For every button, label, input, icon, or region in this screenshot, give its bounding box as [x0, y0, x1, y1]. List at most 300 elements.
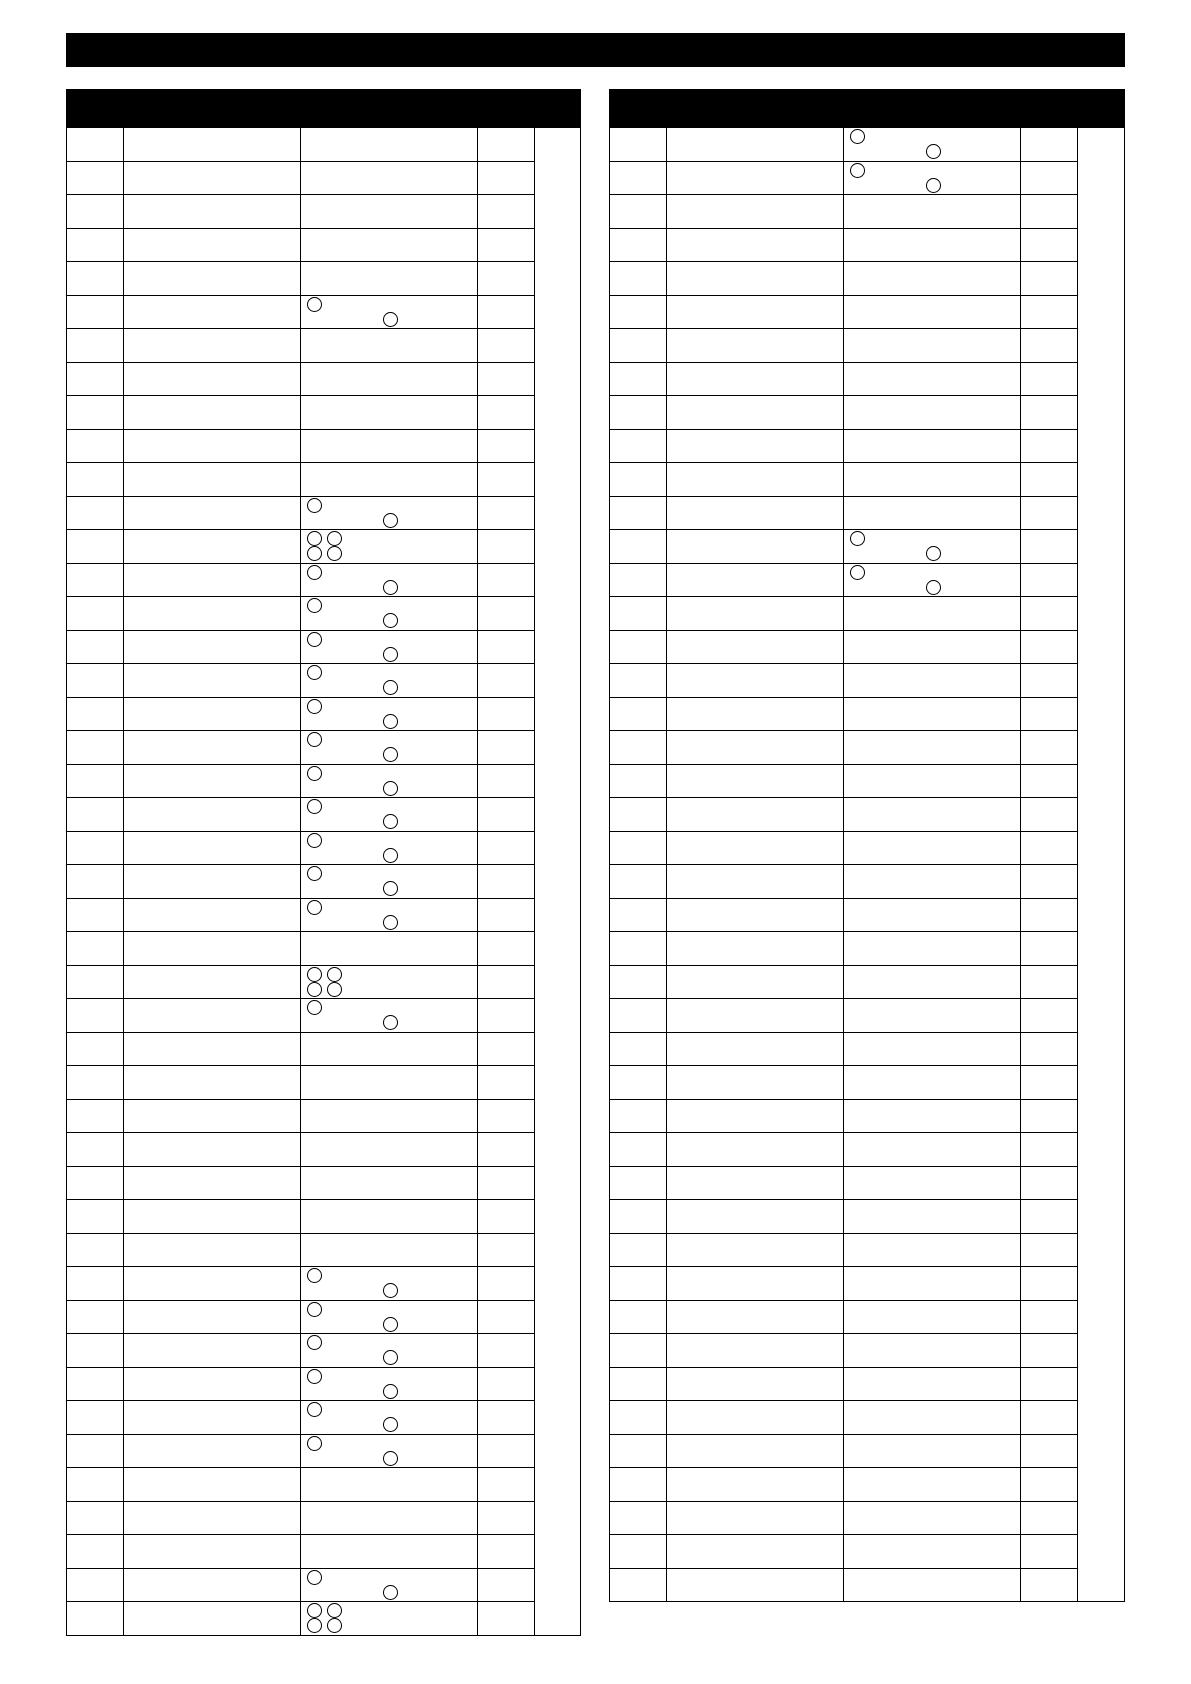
right-cell-col2	[667, 1099, 844, 1133]
left-cell-col3	[301, 1099, 478, 1133]
circle-marker-icon	[383, 1283, 398, 1298]
left-cell-col1	[67, 965, 124, 999]
right-cell-col4	[1021, 530, 1078, 564]
table-row	[610, 597, 1125, 631]
left-cell-col1	[67, 1501, 124, 1535]
table-row	[67, 262, 581, 296]
left-cell-col2	[124, 597, 301, 631]
table-row	[67, 362, 581, 396]
right-cell-col4	[1021, 1568, 1078, 1602]
circle-marker-icon	[850, 163, 865, 178]
left-cell-col2	[124, 1367, 301, 1401]
right-cell-col2	[667, 362, 844, 396]
left-cell-col3	[301, 1401, 478, 1435]
right-cell-col3	[844, 1032, 1021, 1066]
right-cell-col4	[1021, 1501, 1078, 1535]
right-cell-col1	[610, 932, 667, 966]
left-cell-col2	[124, 1434, 301, 1468]
left-cell-col1	[67, 999, 124, 1033]
left-cell-col4	[478, 1233, 535, 1267]
left-cell-col1	[67, 1066, 124, 1100]
left-cell-col4	[478, 161, 535, 195]
left-cell-col3	[301, 932, 478, 966]
circle-marker-icon	[850, 531, 865, 546]
table-row	[67, 463, 581, 497]
table-row	[610, 396, 1125, 430]
circle-marker-icon	[307, 297, 322, 312]
left-cell-col2	[124, 161, 301, 195]
right-cell-col4	[1021, 1133, 1078, 1167]
right-cell-col1	[610, 1367, 667, 1401]
right-cell-col4	[1021, 362, 1078, 396]
circle-marker-icon	[307, 632, 322, 647]
left-cell-col1	[67, 1334, 124, 1368]
left-cell-col1	[67, 1133, 124, 1167]
table-row	[67, 1099, 581, 1133]
left-cell-col1	[67, 161, 124, 195]
right-cell-col3	[844, 1166, 1021, 1200]
left-cell-col2	[124, 563, 301, 597]
right-cell-col2	[667, 1066, 844, 1100]
right-cell-col4	[1021, 1032, 1078, 1066]
circle-marker-icon	[307, 546, 322, 561]
right-header-cell-1	[610, 90, 667, 128]
left-cell-col1	[67, 630, 124, 664]
right-cell-col4	[1021, 1300, 1078, 1334]
left-cell-col2	[124, 764, 301, 798]
right-cell-col4	[1021, 999, 1078, 1033]
left-cell-col4	[478, 597, 535, 631]
right-cell-col4	[1021, 1200, 1078, 1234]
table-row	[610, 195, 1125, 229]
right-cell-col2	[667, 1200, 844, 1234]
circle-marker-icon	[307, 699, 322, 714]
left-cell-col2	[124, 630, 301, 664]
table-row	[610, 965, 1125, 999]
circle-marker-icon	[307, 1268, 322, 1283]
table-row	[610, 530, 1125, 564]
right-cell-col1	[610, 898, 667, 932]
left-cell-col3	[301, 463, 478, 497]
left-cell-col1	[67, 764, 124, 798]
table-row	[610, 932, 1125, 966]
right-cell-col4	[1021, 1434, 1078, 1468]
left-cell-col1	[67, 1233, 124, 1267]
left-cell-col3	[301, 329, 478, 363]
circle-marker-icon	[327, 546, 342, 561]
left-cell-col3	[301, 161, 478, 195]
right-cell-col3	[844, 597, 1021, 631]
left-cell-col2	[124, 999, 301, 1033]
right-cell-col3	[844, 1401, 1021, 1435]
left-cell-col2	[124, 1501, 301, 1535]
right-cell-col2	[667, 1233, 844, 1267]
left-cell-col2	[124, 396, 301, 430]
left-cell-col3	[301, 1468, 478, 1502]
left-cell-col1	[67, 1401, 124, 1435]
left-cell-col2	[124, 932, 301, 966]
table-row	[67, 329, 581, 363]
right-cell-col2	[667, 295, 844, 329]
circle-marker-icon	[383, 1350, 398, 1365]
right-cell-col3	[844, 1367, 1021, 1401]
table-row	[610, 563, 1125, 597]
right-cell-col1	[610, 1166, 667, 1200]
left-cell-col4	[478, 865, 535, 899]
right-cell-col3	[844, 1468, 1021, 1502]
circle-marker-icon	[383, 1317, 398, 1332]
table-row	[67, 731, 581, 765]
table-row	[610, 1434, 1125, 1468]
left-cell-col4	[478, 965, 535, 999]
table-row	[67, 161, 581, 195]
left-cell-col2	[124, 429, 301, 463]
left-cell-col2	[124, 664, 301, 698]
table-row	[67, 1300, 581, 1334]
table-row	[610, 1200, 1125, 1234]
table-row	[67, 1568, 581, 1602]
right-cell-col4	[1021, 396, 1078, 430]
left-last-column	[535, 128, 581, 1636]
left-cell-col1	[67, 396, 124, 430]
right-cell-col1	[610, 630, 667, 664]
left-cell-col4	[478, 1066, 535, 1100]
left-cell-col2	[124, 865, 301, 899]
right-cell-col4	[1021, 1334, 1078, 1368]
left-cell-col1	[67, 1267, 124, 1301]
left-cell-col4	[478, 262, 535, 296]
right-cell-col3	[844, 999, 1021, 1033]
right-cell-col2	[667, 1166, 844, 1200]
left-cell-col4	[478, 764, 535, 798]
right-cell-col2	[667, 496, 844, 530]
left-cell-col4	[478, 1133, 535, 1167]
left-cell-col4	[478, 1568, 535, 1602]
right-cell-col3	[844, 396, 1021, 430]
left-table	[66, 89, 581, 1636]
right-cell-col1	[610, 965, 667, 999]
right-cell-col2	[667, 630, 844, 664]
right-cell-col1	[610, 1099, 667, 1133]
right-header-cell-3	[844, 90, 1021, 128]
right-cell-col2	[667, 1535, 844, 1569]
left-cell-col1	[67, 563, 124, 597]
right-table-header-row	[610, 90, 1125, 128]
right-cell-col2	[667, 932, 844, 966]
table-row	[610, 329, 1125, 363]
left-cell-col3	[301, 496, 478, 530]
right-cell-col4	[1021, 831, 1078, 865]
right-cell-col4	[1021, 463, 1078, 497]
left-cell-col1	[67, 898, 124, 932]
right-cell-col3	[844, 932, 1021, 966]
circle-marker-icon	[307, 766, 322, 781]
circle-marker-icon	[307, 799, 322, 814]
table-row	[610, 1300, 1125, 1334]
circle-marker-icon	[850, 565, 865, 580]
left-cell-col4	[478, 798, 535, 832]
left-cell-col3	[301, 362, 478, 396]
circle-marker-icon	[307, 967, 322, 982]
table-row	[610, 1233, 1125, 1267]
table-row	[610, 831, 1125, 865]
left-cell-col3	[301, 764, 478, 798]
right-cell-col3	[844, 1267, 1021, 1301]
right-cell-col1	[610, 664, 667, 698]
right-cell-col4	[1021, 195, 1078, 229]
right-cell-col3	[844, 496, 1021, 530]
table-row	[610, 1133, 1125, 1167]
circle-marker-icon	[307, 1618, 322, 1633]
right-cell-col4	[1021, 1401, 1078, 1435]
table-row	[67, 195, 581, 229]
left-header-cell-1	[67, 90, 124, 128]
right-cell-col2	[667, 1300, 844, 1334]
left-cell-col3	[301, 563, 478, 597]
left-cell-col3	[301, 1334, 478, 1368]
circle-marker-icon	[383, 814, 398, 829]
circle-marker-icon	[383, 312, 398, 327]
left-cell-col3	[301, 597, 478, 631]
table-row	[610, 228, 1125, 262]
right-cell-col3	[844, 563, 1021, 597]
left-cell-col2	[124, 965, 301, 999]
right-cell-col2	[667, 1334, 844, 1368]
right-cell-col2	[667, 1133, 844, 1167]
circle-marker-icon	[307, 1603, 322, 1618]
right-cell-col3	[844, 1501, 1021, 1535]
left-cell-col2	[124, 898, 301, 932]
circle-marker-icon	[383, 1417, 398, 1432]
table-row	[610, 1334, 1125, 1368]
left-cell-col2	[124, 1300, 301, 1334]
left-cell-col2	[124, 362, 301, 396]
circle-marker-icon	[307, 665, 322, 680]
right-cell-col1	[610, 1066, 667, 1100]
table-row	[67, 429, 581, 463]
right-cell-col4	[1021, 262, 1078, 296]
right-cell-col3	[844, 865, 1021, 899]
left-cell-col1	[67, 262, 124, 296]
circle-marker-icon	[383, 580, 398, 595]
table-row	[610, 1468, 1125, 1502]
left-header-cell-4	[478, 90, 535, 128]
left-cell-col4	[478, 1602, 535, 1636]
table-row	[610, 496, 1125, 530]
circle-marker-icon	[926, 144, 941, 159]
left-cell-col3	[301, 530, 478, 564]
left-cell-col1	[67, 128, 124, 162]
table-row	[610, 764, 1125, 798]
left-cell-col3	[301, 1233, 478, 1267]
left-cell-col2	[124, 1032, 301, 1066]
left-cell-col4	[478, 128, 535, 162]
table-row	[67, 798, 581, 832]
left-cell-col4	[478, 362, 535, 396]
right-cell-col2	[667, 697, 844, 731]
left-cell-col3	[301, 630, 478, 664]
left-cell-col1	[67, 295, 124, 329]
right-cell-col3	[844, 1099, 1021, 1133]
table-row	[610, 1099, 1125, 1133]
right-cell-col1	[610, 764, 667, 798]
table-row	[67, 1066, 581, 1100]
right-cell-col3	[844, 965, 1021, 999]
right-cell-col4	[1021, 731, 1078, 765]
right-cell-col3	[844, 1535, 1021, 1569]
left-cell-col2	[124, 295, 301, 329]
left-cell-col3	[301, 195, 478, 229]
right-cell-col1	[610, 228, 667, 262]
right-cell-col3	[844, 128, 1021, 162]
left-cell-col2	[124, 1401, 301, 1435]
left-cell-col1	[67, 1032, 124, 1066]
table-row	[610, 999, 1125, 1033]
left-cell-col2	[124, 1267, 301, 1301]
left-cell-col3	[301, 999, 478, 1033]
right-cell-col4	[1021, 1367, 1078, 1401]
table-row	[67, 530, 581, 564]
circle-marker-icon	[383, 714, 398, 729]
left-cell-col2	[124, 195, 301, 229]
circle-marker-icon	[926, 178, 941, 193]
right-cell-col2	[667, 999, 844, 1033]
circle-marker-icon	[307, 1302, 322, 1317]
circle-marker-icon	[307, 498, 322, 513]
left-cell-col3	[301, 865, 478, 899]
left-cell-col3	[301, 831, 478, 865]
circle-marker-icon	[383, 513, 398, 528]
table-row	[67, 1032, 581, 1066]
left-cell-col4	[478, 630, 535, 664]
circle-marker-icon	[383, 1585, 398, 1600]
left-cell-col1	[67, 1468, 124, 1502]
left-cell-col2	[124, 228, 301, 262]
table-row	[610, 1401, 1125, 1435]
left-cell-col4	[478, 1300, 535, 1334]
right-cell-col3	[844, 1334, 1021, 1368]
right-cell-col3	[844, 429, 1021, 463]
right-cell-col2	[667, 597, 844, 631]
table-row	[610, 1367, 1125, 1401]
right-cell-col2	[667, 1434, 844, 1468]
left-cell-col3	[301, 1267, 478, 1301]
right-cell-col4	[1021, 1099, 1078, 1133]
right-cell-col1	[610, 798, 667, 832]
table-row	[610, 630, 1125, 664]
table-row	[67, 697, 581, 731]
right-cell-col1	[610, 396, 667, 430]
right-cell-col1	[610, 1300, 667, 1334]
left-cell-col1	[67, 597, 124, 631]
circle-marker-icon	[383, 1451, 398, 1466]
table-row	[67, 831, 581, 865]
page-title-bar	[66, 33, 1125, 67]
table-row	[67, 1468, 581, 1502]
left-cell-col3	[301, 429, 478, 463]
right-header-cell-5	[1078, 90, 1125, 128]
left-cell-col1	[67, 932, 124, 966]
right-cell-col2	[667, 898, 844, 932]
right-last-column	[1078, 128, 1125, 1602]
right-cell-col4	[1021, 128, 1078, 162]
table-row	[67, 932, 581, 966]
table-row	[610, 161, 1125, 195]
right-cell-col1	[610, 1267, 667, 1301]
right-cell-col4	[1021, 563, 1078, 597]
table-row	[67, 999, 581, 1033]
right-cell-col2	[667, 1367, 844, 1401]
circle-marker-icon	[307, 565, 322, 580]
right-cell-col1	[610, 831, 667, 865]
right-cell-col2	[667, 831, 844, 865]
right-cell-col4	[1021, 697, 1078, 731]
left-cell-col4	[478, 1367, 535, 1401]
right-cell-col3	[844, 1568, 1021, 1602]
right-cell-col1	[610, 1501, 667, 1535]
left-header-cell-2	[124, 90, 301, 128]
left-cell-col4	[478, 831, 535, 865]
right-cell-col2	[667, 664, 844, 698]
left-cell-col3	[301, 1166, 478, 1200]
left-cell-col4	[478, 563, 535, 597]
right-cell-col1	[610, 1434, 667, 1468]
right-cell-col1	[610, 1233, 667, 1267]
right-cell-col4	[1021, 932, 1078, 966]
right-cell-col3	[844, 1300, 1021, 1334]
left-cell-col2	[124, 798, 301, 832]
right-cell-col3	[844, 1200, 1021, 1234]
table-row	[610, 463, 1125, 497]
right-header-cell-2	[667, 90, 844, 128]
table-row	[610, 362, 1125, 396]
left-cell-col4	[478, 228, 535, 262]
left-cell-col1	[67, 1434, 124, 1468]
circle-marker-icon	[307, 900, 322, 915]
circle-marker-icon	[383, 915, 398, 930]
left-cell-col1	[67, 496, 124, 530]
left-cell-col4	[478, 195, 535, 229]
right-cell-col3	[844, 764, 1021, 798]
table-row	[67, 1535, 581, 1569]
left-cell-col1	[67, 1300, 124, 1334]
left-cell-col1	[67, 664, 124, 698]
left-cell-col3	[301, 396, 478, 430]
left-cell-col2	[124, 1233, 301, 1267]
right-cell-col1	[610, 697, 667, 731]
table-row	[610, 865, 1125, 899]
right-cell-col4	[1021, 429, 1078, 463]
circle-marker-icon	[383, 848, 398, 863]
table-row	[610, 262, 1125, 296]
right-cell-col4	[1021, 1233, 1078, 1267]
left-cell-col1	[67, 1535, 124, 1569]
right-cell-col4	[1021, 329, 1078, 363]
left-cell-col4	[478, 329, 535, 363]
left-cell-col1	[67, 329, 124, 363]
left-cell-col1	[67, 530, 124, 564]
left-cell-col2	[124, 530, 301, 564]
right-cell-col2	[667, 161, 844, 195]
table-row	[67, 1434, 581, 1468]
right-cell-col4	[1021, 664, 1078, 698]
left-cell-col3	[301, 1133, 478, 1167]
right-cell-col4	[1021, 798, 1078, 832]
left-cell-col3	[301, 731, 478, 765]
left-cell-col3	[301, 697, 478, 731]
circle-marker-icon	[307, 598, 322, 613]
right-cell-col1	[610, 329, 667, 363]
